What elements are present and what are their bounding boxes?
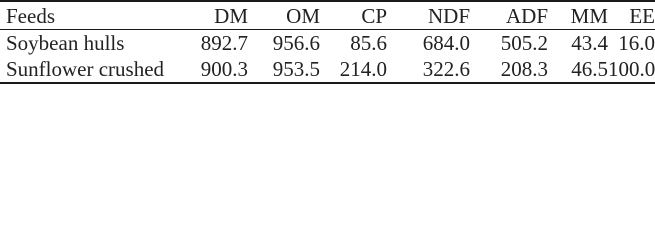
header-dm: DM [214,3,248,28]
cell-ee: 100.0 [608,56,655,81]
cell-om: 956.6 [272,30,320,55]
cell-ndf: 322.6 [422,56,470,81]
header-ndf: NDF [427,3,470,28]
cell-dm: 892.7 [200,30,248,55]
cell-dm: 900.3 [200,56,248,81]
cell-adf: 208.3 [500,56,548,81]
feeds-composition-table [0,3,655,82]
header-cp: CP [361,3,387,28]
cell-om: 953.5 [272,56,320,81]
cell-mm: 43.4 [571,30,608,55]
cell-cp: 214.0 [339,56,387,81]
cell-ee: 16.0 [618,30,655,55]
table-row [0,29,655,56]
table-bottom-rule [0,82,655,84]
table-row [0,56,655,82]
header-feeds: Feeds [6,3,55,28]
header-om: OM [286,3,320,28]
header-ee: EE [629,3,655,28]
cell-ndf: 684.0 [422,30,470,55]
cell-feed-name: Soybean hulls [6,30,125,55]
table-header-row [0,3,655,29]
header-mm: MM [570,3,608,28]
header-adf: ADF [505,3,548,28]
cell-cp: 85.6 [350,30,387,55]
cell-adf: 505.2 [500,30,548,55]
cell-feed-name: Sunflower crushed [6,56,165,81]
feeds-table-figure [0,0,655,84]
cell-mm: 46.5 [571,56,608,81]
table-top-rule [0,0,655,2]
